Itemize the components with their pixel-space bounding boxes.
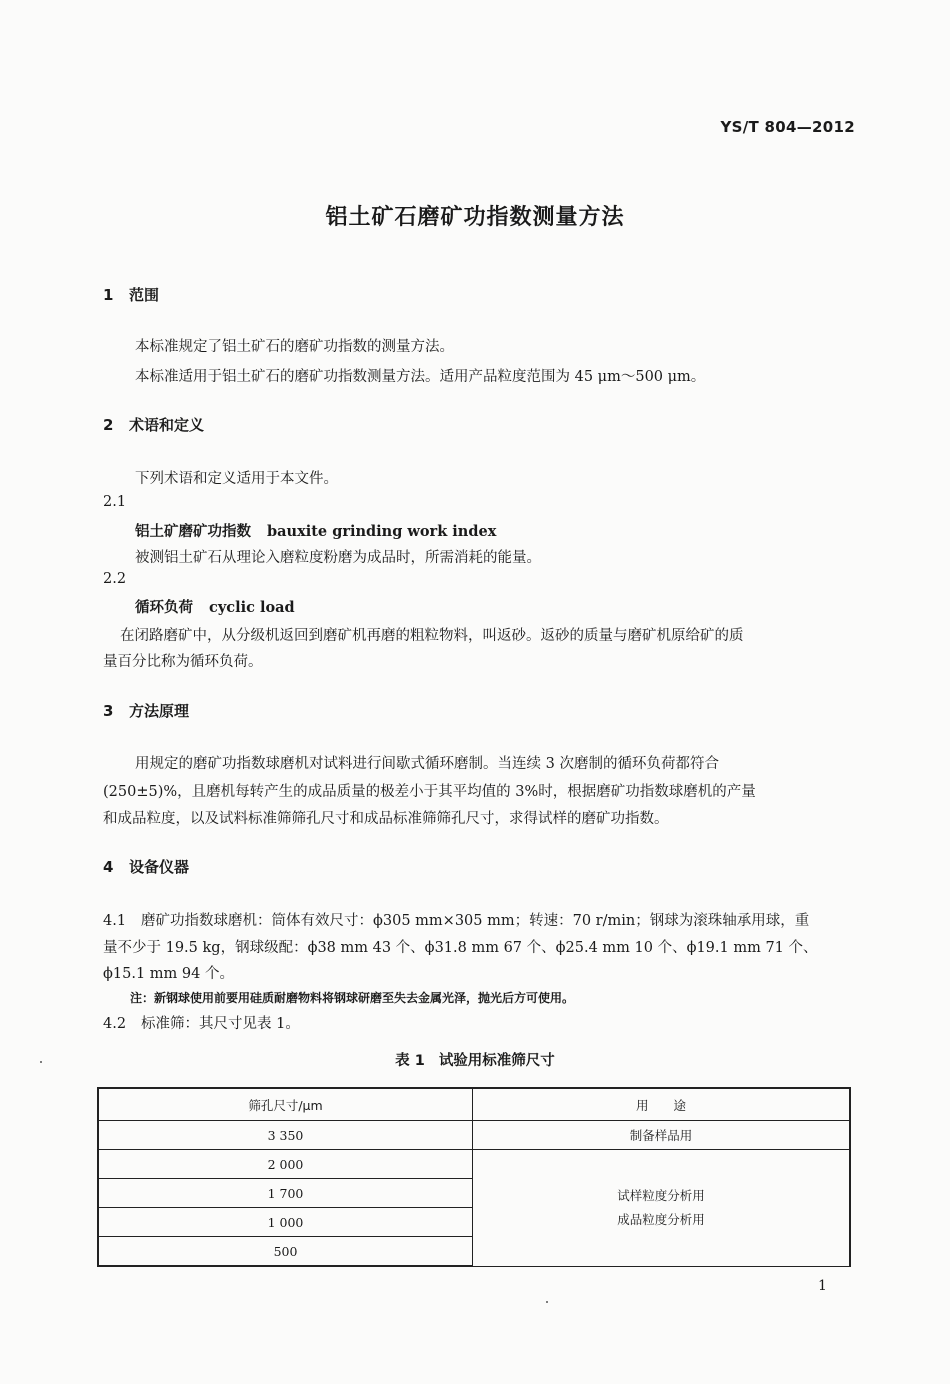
scan-speck	[546, 1301, 548, 1303]
usage-cell-analysis	[473, 1150, 851, 1267]
document-title: 铝土矿石磨矿功指数测量方法	[325, 205, 625, 230]
sieve-size-cell: 2 000	[98, 1150, 473, 1179]
term-2-1-definition: 被测铝土矿石从理论入磨粒度粉磨为成品时，所需消耗的能量。	[135, 550, 541, 566]
section-3-line-3: 和成品粒度，以及试料标准筛筛孔尺寸和成品标准筛筛孔尺寸，求得试样的磨矿功指数。	[103, 811, 669, 827]
section-1-para-1: 本标准规定了铝土矿石的磨矿功指数的测量方法。	[135, 339, 454, 355]
standard-code: YS/T 804—2012	[720, 118, 855, 136]
sieve-size-cell: 500	[98, 1237, 473, 1267]
section-4-heading: 4 设备仪器	[103, 858, 190, 876]
table-header-sieve-size: 筛孔尺寸/μm	[98, 1088, 473, 1121]
scan-speck	[40, 1061, 42, 1063]
item-4-2: 4.2 标准筛：其尺寸见表 1。	[103, 1016, 300, 1032]
sieve-size-table	[97, 1087, 851, 1267]
usage-line-sample-analysis: 试样粒度分析用	[617, 1187, 705, 1203]
section-2-heading: 2 术语和定义	[103, 416, 205, 434]
section-3-line-1: 用规定的磨矿功指数球磨机对试料进行间歇式循环磨制。当连续 3 次磨制的循环负荷都符合	[135, 756, 719, 772]
term-2-2-name: 循环负荷 cyclic load	[135, 599, 295, 616]
term-2-2-definition-line-2: 量百分比称为循环负荷。	[103, 654, 263, 670]
sieve-size-cell: 1 000	[98, 1208, 473, 1237]
section-2-intro: 下列术语和定义适用于本文件。	[135, 471, 338, 487]
sieve-size-cell: 1 700	[98, 1179, 473, 1208]
section-3-heading: 3 方法原理	[103, 702, 190, 720]
section-3-line-2: (250±5)%，且磨机每转产生的成品质量的极差小于其平均值的 3%时，根据磨矿功指数球磨机的产量	[103, 784, 756, 800]
section-1-heading: 1 范围	[103, 286, 160, 304]
term-2-2-number: 2.2	[103, 571, 127, 587]
table-row	[98, 1121, 850, 1150]
item-4-1-line-2: 量不少于 19.5 kg，钢球级配：ϕ38 mm 43 个、ϕ31.8 mm 67 个、ϕ25.4 mm 10 个、ϕ19.1 mm 71 个、	[103, 940, 818, 956]
usage-cell-sample-prep: 制备样品用	[473, 1121, 851, 1150]
sieve-size-cell: 3 350	[98, 1121, 473, 1150]
table-header-row	[98, 1088, 850, 1121]
item-4-1-line-1: 4.1 磨矿功指数球磨机：筒体有效尺寸：ϕ305 mm×305 mm；转速：70 r/min；钢球为滚珠轴承用球，重	[103, 913, 810, 929]
term-2-2-definition-line-1: 在闭路磨矿中，从分级机返回到磨矿机再磨的粗粒物料，叫返砂。返砂的质量与磨矿机原给矿的质	[120, 628, 744, 644]
usage-line-product-analysis: 成品粒度分析用	[617, 1211, 705, 1227]
page-number: 1	[818, 1278, 827, 1294]
item-4-1-note: 注：新钢球使用前要用硅质耐磨物料将钢球研磨至失去金属光泽，抛光后方可使用。	[130, 991, 575, 1005]
section-1-para-2: 本标准适用于铝土矿石的磨矿功指数测量方法。适用产品粒度范围为 45 μm～500 μm。	[135, 369, 706, 385]
table-1-caption: 表 1 试验用标准筛尺寸	[395, 1053, 555, 1069]
table-row	[98, 1150, 850, 1179]
term-2-1-number: 2.1	[103, 494, 127, 510]
item-4-1-line-3: ϕ15.1 mm 94 个。	[103, 966, 234, 982]
term-2-1-name: 铝土矿磨矿功指数 bauxite grinding work index	[135, 523, 497, 540]
table-header-usage: 用 途	[473, 1088, 851, 1121]
